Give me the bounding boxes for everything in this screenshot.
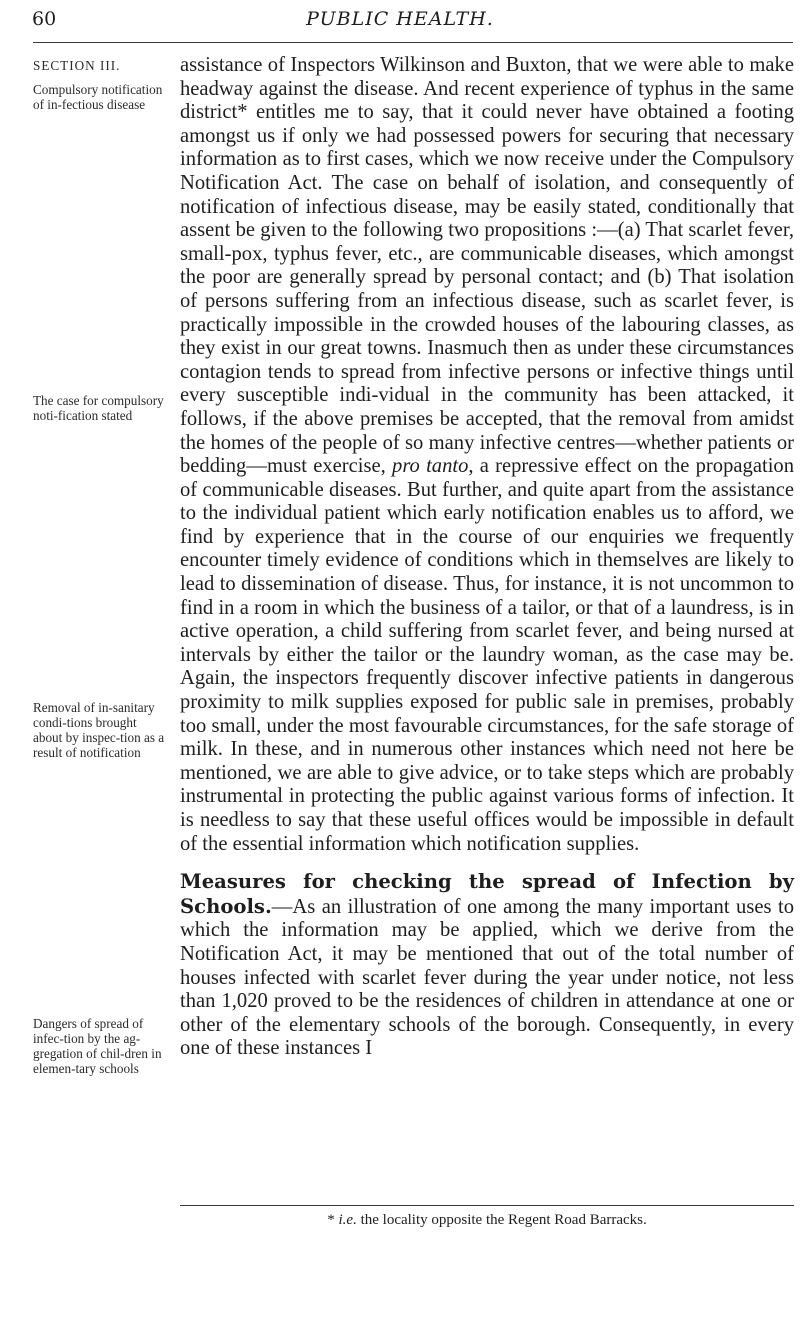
footnote-rule	[180, 1205, 794, 1206]
italic-phrase: pro tanto	[392, 455, 469, 478]
body-text	[180, 54, 794, 1061]
paragraph-text: —As an illustration of one among the many important uses to which the information may be applied, which we derive from the Notification Act, it may be mentioned that out of the total number of houses infected with scarlet fever during the year under notice, not less than 1,020 proved to be the residences of children in attendance at one or other of the elementary schools of the borough. Consequently, in every one of these instances I	[180, 895, 794, 1060]
footnote-ie: i.e.	[338, 1212, 357, 1228]
page-number: 60	[32, 8, 57, 30]
paragraph	[180, 54, 794, 856]
margin-note-compulsory-notification: Compulsory notification of in-fectious disease	[33, 82, 163, 112]
footnote	[180, 1212, 794, 1229]
footnote-text: the locality opposite the Regent Road Barracks.	[356, 1212, 647, 1228]
paragraph-text-cont: , a repressive effect on the propagation of communicable diseases. But further, and quite apart from the assistance to the individual patient which early notification enables us to afford, we find by experience that in the course of our enquiries we frequently encounter timely evidence of conditions which in themselves are likely to lead to dissemination of disease. Thus, for instance, it is not uncommon to find in a room in which the business of a tailor, or that of a laundress, is in active operation, a child suffering from scarlet fever, and being nursed at intervals by either the tailor or the laundry woman, as the case may be. Again, the inspectors frequently discover infective patients in dangerous proximity to milk supplies exposed for public sale in premises, probably too small, under the most favourable circumstances, for the safe storage of milk. In these, and in numerous other instances which need not here be mentioned, we are able to give advice, or to take steps which are probably instrumental in protecting the public against various forms of infection. It is needless to say that these useful offices would be impossible in default of the essential information which notification supplies.	[180, 455, 795, 855]
margin-note-case-stated: The case for compulsory noti-fication stated	[33, 393, 164, 423]
running-head: PUBLIC HEALTH.	[306, 8, 494, 30]
paragraph-text: assistance of Inspectors Wilkinson and Buxton, that we were able to make headway against the disease. And recent experience of typhus in the same district* entitles me to say, that it could never have obtained a footing amongst us if only we had possessed powers for securing that necessary information as to first cases, which we now receive under the Compulsory Notification Act. The case on behalf of isolation, and consequently of notification of infectious disease, may be easily stated, conditionally that assent be given to the following two propositions :—(a) That scarlet fever, small-pox, typhus fever, etc., are communicable diseases, which amongst the poor are generally spread by personal contact; and (b) That isolation of persons suffering from an infectious disease, such as scarlet fever, is practically impossible in the crowded houses of the labouring classes, as they exist in our great towns. Inasmuch then as under these circumstances contagion tends to spread from infective persons or infective things until every susceptible indi-vidual in the community has been attacked, it follows, if the above premises be accepted, that the removal from amidst the homes of the people of so many infective centres—whether patients or bedding—must exercise,	[180, 54, 794, 478]
footnote-marker: *	[327, 1212, 339, 1228]
header-rule	[33, 42, 793, 43]
margin-note-dangers-schools: Dangers of spread of infec-tion by the ag-gregation of chil-dren in elemen-tary schools	[33, 1016, 162, 1076]
paragraph	[180, 870, 794, 1061]
section-label: SECTION III.	[33, 58, 121, 73]
section-heading: Measures for checking the spread of Infection by Schools.	[180, 870, 794, 918]
margin-note-removal-insanitary: Removal of in-sanitary condi-tions brought about by inspec-tion as a result of notification	[33, 700, 165, 760]
